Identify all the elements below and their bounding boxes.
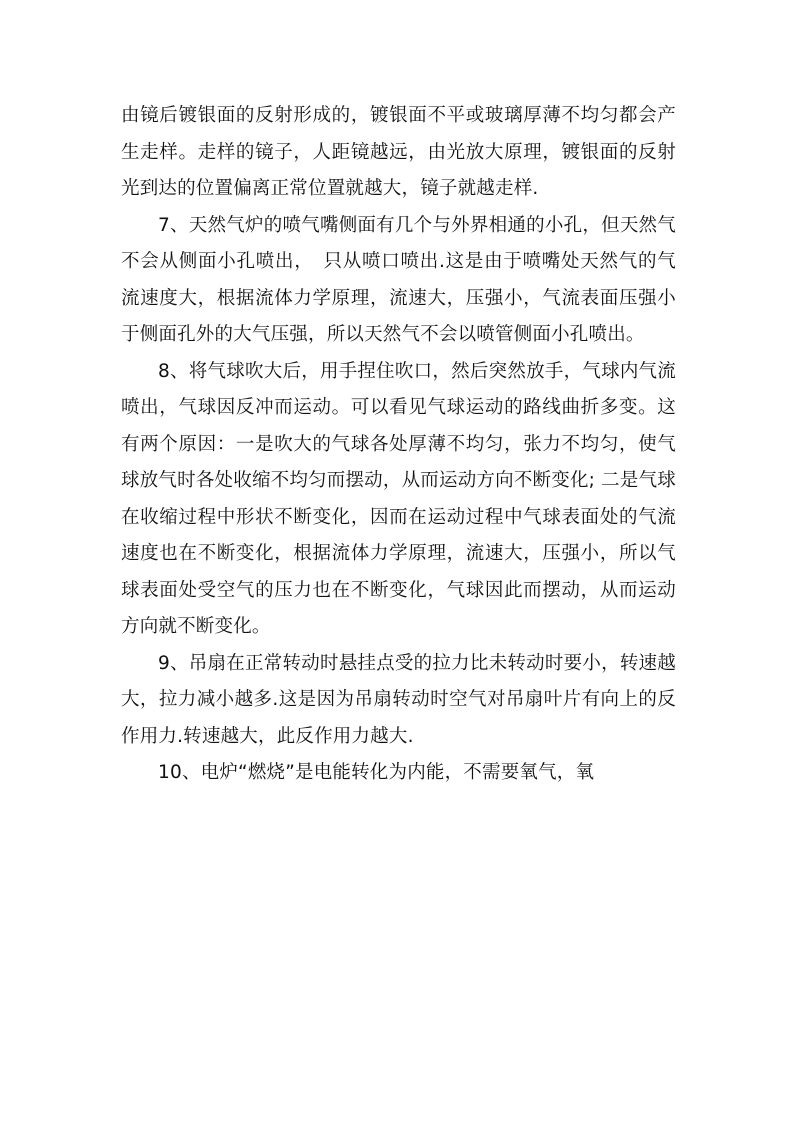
paragraph-item-8: 8、将气球吹大后，用手捏住吹口，然后突然放手，气球内气流喷出，气球因反冲而运动。可以看见气球运动的路线曲折多变。这有两个原因：一是吹大的气球各处厚薄不均匀，张力不均匀，使气球放气时各处收缩不均匀而摆动，从而运动方向不断变化; 二是气球在收缩过程中形状不断变化，因而在运动过程中气球表面处的气流速度也在不断变化，根据流体力学原理，流速大，压强小，所以气球表面处受空气的压力也在不断变化，气球因此而摆动，从而运动方向就不断变化。 xyxy=(121,360,676,637)
paragraph-continuation: 由镜后镀银面的反射形成的，镀银面不平或玻璃厚薄不均匀都会产生走样。走样的镜子，人距镜越远，由光放大原理，镀银面的反射光到达的位置偏离正常位置就越大，镜子就越走样. xyxy=(121,105,676,199)
paragraph-item-9: 9、吊扇在正常转动时悬挂点受的拉力比未转动时要小，转速越大，拉力减小越多.这是因为吊扇转动时空气对吊扇叶片有向上的反作用力.转速越大，此反作用力越大. xyxy=(121,652,676,747)
paragraph-item-7: 7、天然气炉的喷气嘴侧面有几个与外界相通的小孔，但天然气不会从侧面小孔喷出， 只从喷口喷出.这是由于喷嘴处天然气的气流速度大，根据流体力学原理，流速大，压强小，气流表面压强小于侧面孔外的大气压强，所以天然气不会以喷管侧面小孔喷出。 xyxy=(121,214,676,345)
document-body xyxy=(121,98,676,792)
paragraph-item-10: 10、电炉“燃烧”是电能转化为内能，不需要氧气，氧 xyxy=(158,762,595,783)
